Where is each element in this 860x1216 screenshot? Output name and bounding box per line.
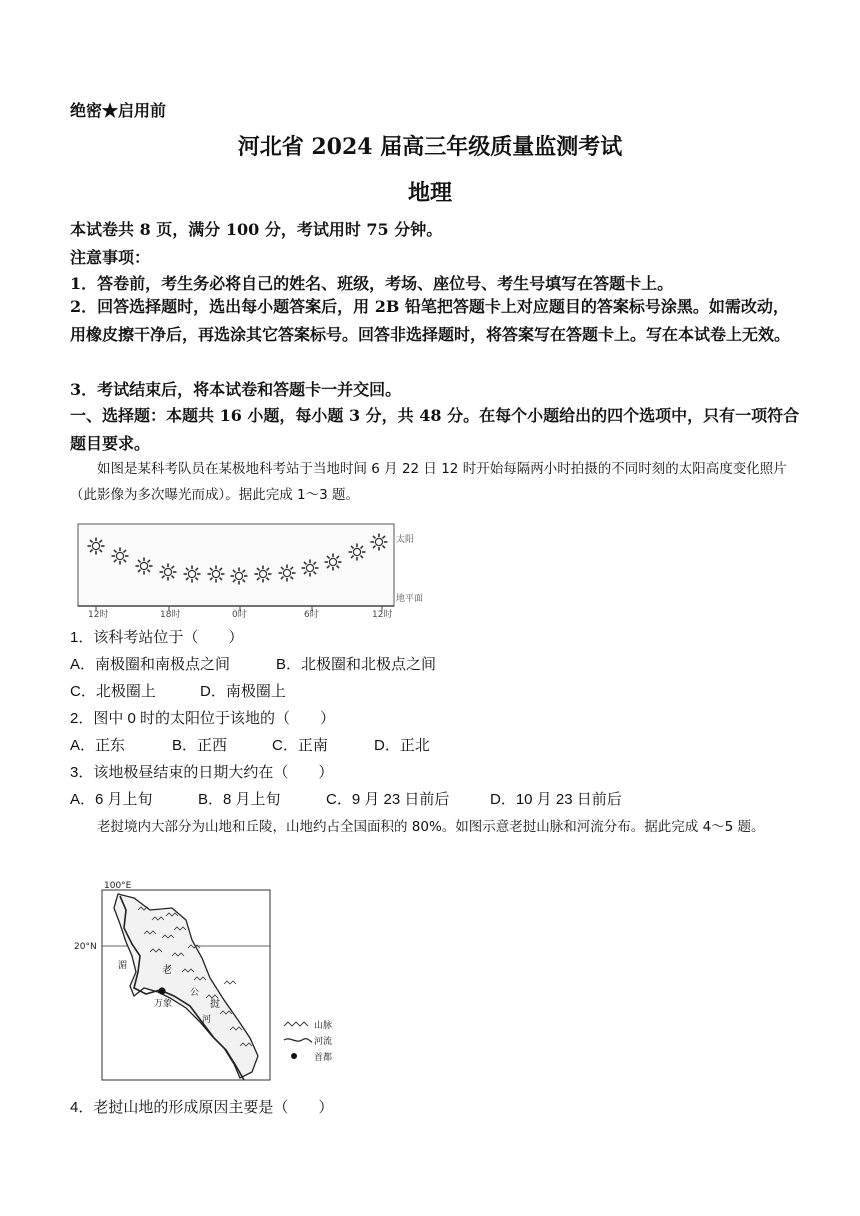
q1-option-b[interactable]: B．北极圈和北极点之间 xyxy=(276,656,437,673)
sun-altitude-figure xyxy=(74,518,424,620)
question-2-stem: 2．图中 0 时的太阳位于该地的（ ） xyxy=(70,710,336,727)
horizon-label: 地平面 xyxy=(396,594,424,604)
q2-option-d[interactable]: D．正北 xyxy=(374,737,430,754)
sun-icon xyxy=(349,544,366,561)
sun-icon xyxy=(371,534,388,551)
q3-option-d[interactable]: D．10 月 23 日前后 xyxy=(490,791,622,808)
tick-label: 0时 xyxy=(232,610,247,620)
note-1: 1．答卷前，考生务必将自己的姓名、班级，考场、座位号、考生号填写在答题卡上。 xyxy=(70,274,674,293)
subject-title: 地理 xyxy=(407,180,452,206)
legend-capital-icon xyxy=(291,1053,297,1059)
capital-marker xyxy=(158,987,165,994)
sun-icon xyxy=(325,554,342,571)
q3-option-b[interactable]: B．8 月上旬 xyxy=(198,791,281,808)
latitude-label: 20°N xyxy=(74,942,97,952)
sun-icon xyxy=(279,565,296,582)
legend-mountain-icon xyxy=(284,1022,308,1026)
legend-label: 山脉 xyxy=(314,1021,333,1031)
sun-icon xyxy=(255,566,272,583)
sun-icon xyxy=(160,564,177,581)
note-3: 3．考试结束后，将本试卷和答题卡一并交回。 xyxy=(70,380,402,399)
sun-icon xyxy=(136,558,153,575)
q1-option-c[interactable]: C．北极圈上 xyxy=(70,683,156,700)
tick-label: 12时 xyxy=(88,610,109,620)
country-char: 老 xyxy=(162,965,172,976)
tick-label: 18时 xyxy=(160,610,181,620)
question-1-stem: 1．该科考站位于（ ） xyxy=(70,629,244,646)
tick-label: 6时 xyxy=(304,610,319,620)
exam-info-line: 本试卷共 8 页，满分 100 分，考试用时 75 分钟。 xyxy=(70,220,443,239)
question-3-stem: 3．该地极昼结束的日期大约在（ ） xyxy=(70,764,334,781)
intro-q4-5: 老挝境内大部分为山地和丘陵，山地约占全国面积的 80%。如图示意老挝山脉和河流分布。据此完成 4～5 题。 xyxy=(97,819,765,835)
q2-option-a[interactable]: A．正东 xyxy=(70,737,126,754)
notes-title: 注意事项： xyxy=(70,248,151,267)
sun-icon xyxy=(112,548,129,565)
legend-label: 河流 xyxy=(314,1037,333,1047)
q2-option-c[interactable]: C．正南 xyxy=(272,737,328,754)
sun-icon xyxy=(302,560,319,577)
q2-option-b[interactable]: B．正西 xyxy=(172,737,228,754)
capital-name: 万象 xyxy=(154,999,173,1009)
laos-map-figure xyxy=(74,880,354,1085)
country-char: 挝 xyxy=(210,999,220,1010)
river-char: 公 xyxy=(190,988,200,998)
legend-river-icon xyxy=(284,1039,312,1042)
exam-title: 河北省 2024 届高三年级质量监测考试 xyxy=(237,134,623,160)
q1-option-a[interactable]: A．南极圈和南极点之间 xyxy=(70,656,231,673)
sun-icon xyxy=(208,566,225,583)
note-2: 2．回答选择题时，选出每小题答案后，用 2B 铅笔把答题卡上对应题目的答案标号涂黑。如需改动，用橡皮擦干净后，再选涂其它答案标号。回答非选择题时，将答案写在答题卡上。写在本试卷上无效。 xyxy=(70,297,791,344)
q3-option-a[interactable]: A．6 月上旬 xyxy=(70,791,153,808)
sun-icon xyxy=(231,568,248,585)
q3-option-c[interactable]: C．9 月 23 日前后 xyxy=(326,791,450,808)
section-1-heading: 一、选择题：本题共 16 小题，每小题 3 分，共 48 分。在每个小题给出的四个选项中，只有一项符合题目要求。 xyxy=(70,406,800,453)
confidential-label: 绝密★启用前 xyxy=(70,101,167,120)
river-char: 河 xyxy=(202,1015,212,1025)
longitude-label: 100°E xyxy=(104,881,132,891)
river-char: 湄 xyxy=(118,961,128,971)
sun-icon xyxy=(88,538,105,555)
intro-q1-3: 如图是某科考队员在某极地科考站于当地时间 6 月 22 日 12 时开始每隔两小时拍摄的不同时刻的太阳高度变化照片（此影像为多次曝光而成）。据此完成 1～3 题。 xyxy=(70,461,787,503)
sun-label: 太阳 xyxy=(396,535,415,545)
legend-label: 首都 xyxy=(314,1053,333,1063)
sun-icon xyxy=(184,566,201,583)
q1-option-d[interactable]: D．南极圈上 xyxy=(200,683,286,700)
question-4-stem: 4．老挝山地的形成原因主要是（ ） xyxy=(70,1099,334,1116)
tick-label: 12时 xyxy=(372,610,393,620)
